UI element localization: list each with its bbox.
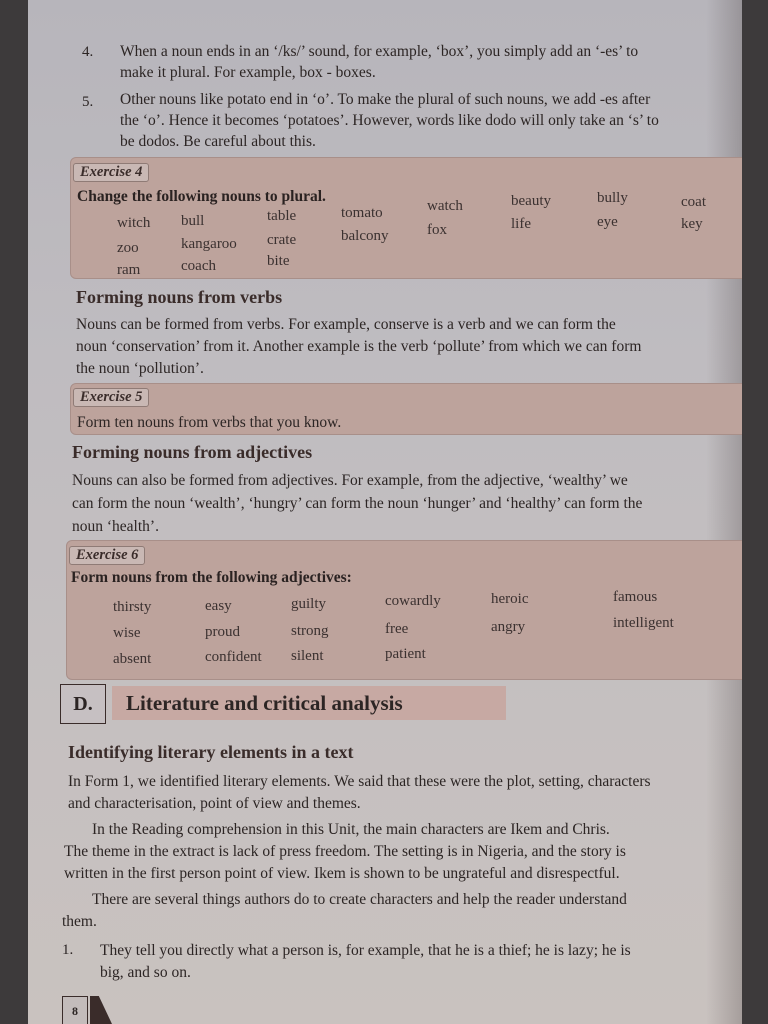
word-item: bull (181, 213, 205, 229)
literary-para3-line-1: There are several things authors do to create characters and help the reader understand (92, 891, 627, 908)
section-title: Literature and critical analysis (112, 686, 506, 720)
word-item: patient (385, 646, 426, 662)
section-letter: D. (60, 684, 106, 724)
word-item: guilty (291, 596, 327, 612)
verbs-line-2: noun ‘conservation’ from it. Another example is the verb ‘pollute’ from which we can form (76, 338, 642, 355)
exercise-4-tag: Exercise 4 (73, 163, 149, 182)
exercise-6-instruction: Form nouns from the following adjectives: (71, 569, 352, 586)
item-number: 5. (82, 94, 94, 110)
word-item: thirsty (113, 599, 152, 615)
word-item: table (267, 208, 297, 224)
word-item: proud (205, 624, 240, 640)
word-item: intelligent (613, 615, 674, 631)
literary-para2-line-1: In the Reading comprehension in this Unit, the main characters are Ikem and Chris. (92, 821, 610, 838)
adjectives-line-3: noun ‘health’. (72, 518, 159, 535)
item-5-line-3: be dodos. Be careful about this. (120, 133, 316, 150)
textbook-page (28, 0, 742, 1024)
exercise-5-tag: Exercise 5 (73, 388, 149, 407)
word-item: ram (117, 262, 141, 278)
word-item: strong (291, 623, 329, 639)
literary-item1-line-1: They tell you directly what a person is, for example, that he is a thief; he is lazy; he is (100, 942, 631, 959)
adjectives-line-2: can form the noun ‘wealth’, ‘hungry’ can form the noun ‘hunger’ and ‘healthy’ can form the (72, 495, 643, 512)
item-4-line-1: When a noun ends in an ‘/ks/’ sound, for example, ‘box’, you simply add an ‘-es’ to (120, 43, 639, 60)
exercise-4-box (70, 157, 742, 279)
word-item: watch (427, 198, 463, 214)
word-item: heroic (491, 591, 529, 607)
word-item: easy (205, 598, 232, 614)
item-number: 4. (82, 44, 94, 60)
exercise-5-instruction: Form ten nouns from verbs that you know. (77, 414, 342, 431)
verbs-line-3: the noun ‘pollution’. (76, 360, 204, 377)
page-edge-shadow (706, 0, 742, 1024)
word-item: balcony (341, 228, 389, 244)
word-item: zoo (117, 240, 139, 256)
verbs-line-1: Nouns can be formed from verbs. For example, conserve is a verb and we can form the (76, 316, 616, 333)
word-item: confident (205, 649, 262, 665)
word-item: fox (427, 222, 447, 238)
word-item: key (681, 216, 703, 232)
word-item: famous (613, 589, 658, 605)
item-4-line-2: make it plural. For example, box - boxes. (120, 64, 376, 81)
word-item: cowardly (385, 593, 441, 609)
word-item: angry (491, 619, 526, 635)
word-item: wise (113, 625, 141, 641)
word-item: life (511, 216, 531, 232)
word-item: coach (181, 258, 216, 274)
item-5-line-1: Other nouns like potato end in ‘o’. To make the plural of such nouns, we add -es after (120, 91, 651, 108)
exercise-6-box (66, 540, 742, 680)
word-item: free (385, 621, 409, 637)
exercise-5-box (70, 383, 742, 435)
section-heading-adjectives: Forming nouns from adjectives (72, 442, 313, 462)
word-item: coat (681, 194, 706, 210)
exercise-4-instruction: Change the following nouns to plural. (77, 188, 326, 205)
page-number: 8 (62, 996, 88, 1024)
word-item: crate (267, 232, 297, 248)
page-number-tab (90, 996, 112, 1024)
word-item: bully (597, 190, 628, 206)
literary-heading: Identifying literary elements in a text (68, 742, 354, 762)
exercise-6-tag: Exercise 6 (69, 546, 145, 565)
word-item: silent (291, 648, 324, 664)
section-heading-verbs: Forming nouns from verbs (76, 287, 283, 307)
literary-para1-line-2: and characterisation, point of view and themes. (68, 795, 361, 812)
item-5-line-2: the ‘o’. Hence it becomes ‘potatoes’. However, words like dodo will only take an ‘s’ to (120, 112, 659, 129)
word-item: witch (117, 215, 151, 231)
literary-para2-line-3: written in the first person point of view. Ikem is shown to be ungrateful and disrespectful. (64, 865, 620, 882)
word-item: beauty (511, 193, 551, 209)
word-item: eye (597, 214, 618, 230)
literary-para2-line-2: The theme in the extract is lack of press freedom. The setting is in Nigeria, and the story is (64, 843, 626, 860)
literary-para1-line-1: In Form 1, we identified literary elements. We said that these were the plot, setting, characters (68, 773, 651, 790)
word-item: absent (113, 651, 152, 667)
literary-para3-line-2: them. (62, 913, 97, 930)
item-number: 1. (62, 942, 74, 958)
adjectives-line-1: Nouns can also be formed from adjectives. For example, from the adjective, ‘wealthy’ we (72, 472, 628, 489)
literary-item1-line-2: big, and so on. (100, 964, 191, 981)
word-item: kangaroo (181, 236, 237, 252)
word-item: tomato (341, 205, 383, 221)
word-item: bite (267, 253, 290, 269)
section-d-header (60, 684, 506, 722)
